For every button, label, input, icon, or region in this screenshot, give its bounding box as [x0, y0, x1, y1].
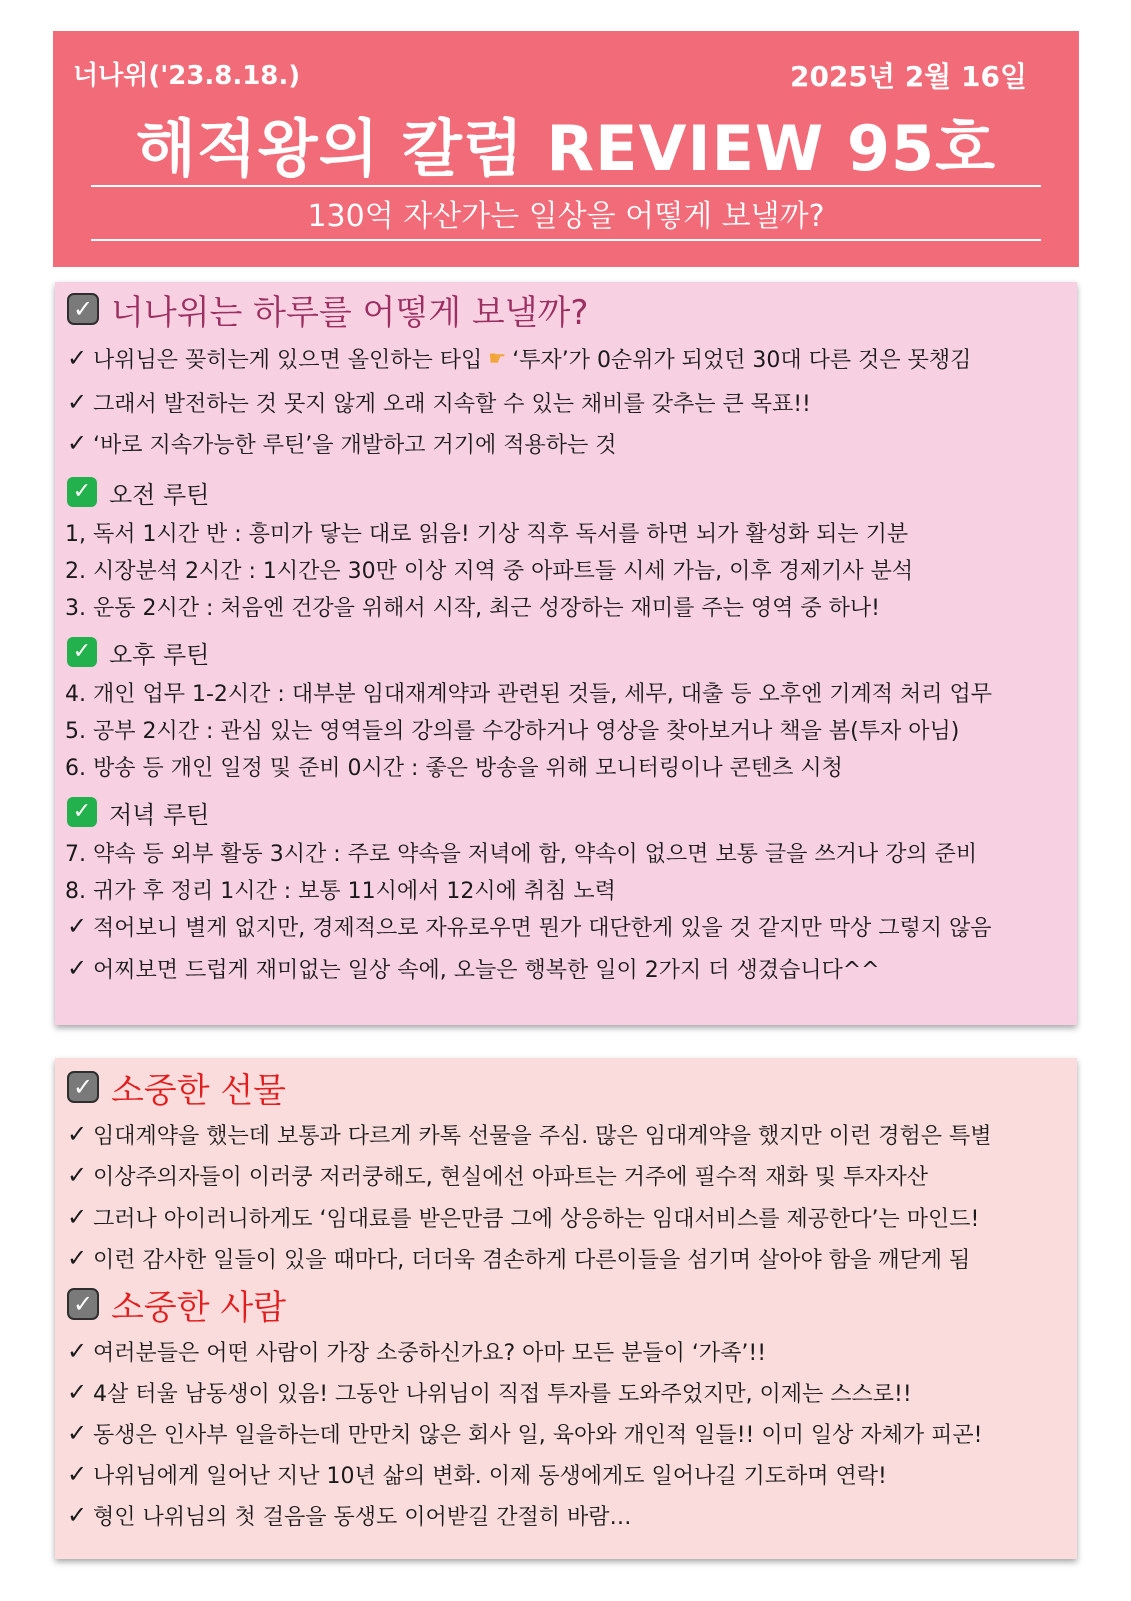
gift-text: 임대계약을 했는데 보통과 다르게 카톡 선물을 주심. 많은 임대계약을 했지만 이런 경험은 특별	[93, 1123, 992, 1149]
checkbox-icon: ✓	[67, 293, 99, 325]
routine-item: 2. 시장분석 2시간 : 1시간은 30만 이상 지역 중 아파트들 시세 가늠, 이후 경제기사 분석	[65, 558, 914, 584]
routine-title: 저녁 루틴	[109, 800, 210, 829]
checkbox-icon: ✓	[67, 1071, 99, 1103]
outro-item	[67, 952, 1071, 984]
gift-item	[67, 1242, 1071, 1274]
intro-item	[67, 427, 1071, 459]
author-label: 너나위('23.8.18.)	[73, 61, 301, 91]
routine-item: 4. 개인 업무 1-2시간 : 대부분 임대재계약과 관련된 것들, 세무, 대출 등 오후엔 기계적 처리 업무	[65, 681, 993, 707]
checkmark-icon: ✓	[67, 1419, 88, 1447]
outro-text: 적어보니 별게 없지만, 경제적으로 자유로우면 뭔가 대단한게 있을 것 같지만 막상 그렇지 않음	[93, 915, 992, 941]
issue-date: 2025년 2월 16일	[789, 60, 1027, 93]
page-title: 해적왕의 칼럼 REVIEW 95호	[135, 112, 997, 185]
checkmark-icon: ✓	[67, 912, 88, 940]
section-heading-text: 소중한 선물	[111, 1070, 287, 1111]
person-item	[67, 1499, 1071, 1531]
title-divider-top	[91, 185, 1041, 187]
gift-item	[67, 1159, 1071, 1191]
routine-item: 3. 운동 2시간 : 처음엔 건강을 위해서 시작, 최근 성장하는 재미를 주는 영역 중 하나!	[65, 595, 880, 621]
evening-routine-heading	[67, 794, 1071, 830]
section-heading-text: 소중한 사람	[111, 1287, 287, 1328]
routine-title: 오후 루틴	[109, 640, 210, 669]
intro-text: ‘바로 지속가능한 루틴’을 개발하고 거기에 적용하는 것	[93, 432, 617, 458]
gift-text: 그러나 아이러니하게도 ‘임대료를 받은만큼 그에 상응하는 임대서비스를 제공한다’는 마인드!	[93, 1206, 980, 1232]
person-text: 4살 터울 남동생이 있음! 그동안 나위님이 직접 투자를 도와주었지만, 이제는 스스로!!	[93, 1381, 912, 1407]
checkmark-icon: ✓	[67, 1460, 88, 1488]
checkmark-icon: ✓	[67, 1378, 88, 1406]
check-mark-button-icon: ✓	[67, 477, 97, 507]
intro-item	[67, 342, 1071, 374]
checkmark-icon: ✓	[67, 1120, 88, 1148]
check-mark-button-icon: ✓	[67, 797, 97, 827]
intro-text: 그래서 발전하는 것 못지 않게 오래 지속할 수 있는 채비를 갖추는 큰 목표!!	[93, 391, 811, 417]
page-subtitle: 130억 자산가는 일상을 어떻게 보낼까?	[307, 199, 825, 234]
section-heading-text: 너나위는 하루를 어떻게 보낼까?	[111, 292, 589, 333]
pointing-hand-icon: ☛	[488, 346, 507, 370]
checkmark-icon: ✓	[67, 954, 88, 982]
outro-text: 어찌보면 드럽게 재미없는 일상 속에, 오늘은 행복한 일이 2가지 더 생겼습니다^^	[93, 957, 880, 983]
person-item	[67, 1458, 1071, 1490]
afternoon-routine-heading	[67, 634, 1071, 670]
intro-item	[67, 386, 1071, 418]
section-heading	[67, 286, 1071, 332]
morning-routine-heading	[67, 474, 1071, 510]
checkmark-icon: ✓	[67, 1337, 88, 1365]
title-divider-bottom	[91, 239, 1041, 241]
daily-routine-card	[55, 282, 1077, 1025]
person-text: 나위님에게 일어난 지난 10년 삶의 변화. 이제 동생에게도 일어나길 기도하며 연락!	[93, 1463, 887, 1489]
precious-things-card	[55, 1058, 1077, 1559]
person-text: 동생은 인사부 일을하는데 만만치 않은 회사 일, 육아와 개인적 일들!! 이미 일상 자체가 피곤!	[93, 1422, 983, 1448]
gift-item	[67, 1118, 1071, 1150]
checkmark-icon: ✓	[67, 1501, 88, 1529]
checkmark-icon: ✓	[67, 1203, 88, 1231]
person-item	[67, 1417, 1071, 1449]
gift-item	[67, 1201, 1071, 1233]
person-item	[67, 1376, 1071, 1408]
intro-text: 나위님은 꽂히는게 있으면 올인하는 타입	[93, 347, 483, 373]
header-banner	[53, 31, 1079, 267]
routine-item: 7. 약속 등 외부 활동 3시간 : 주로 약속을 저녁에 함, 약속이 없으면 보통 글을 쓰거나 강의 준비	[65, 841, 978, 867]
routine-item: 6. 방송 등 개인 일정 및 준비 0시간 : 좋은 방송을 위해 모니터링이나 콘텐츠 시청	[65, 755, 843, 781]
routine-item: 8. 귀가 후 정리 1시간 : 보통 11시에서 12시에 취침 노력	[65, 878, 616, 904]
checkmark-icon: ✓	[67, 429, 88, 457]
intro-text: ‘투자’가 0순위가 되었던 30대 다른 것은 못챙김	[512, 347, 972, 373]
routine-item: 1, 독서 1시간 반 : 흥미가 닿는 대로 읽음! 기상 직후 독서를 하면 뇌가 활성화 되는 기분	[65, 521, 909, 547]
check-mark-button-icon: ✓	[67, 637, 97, 667]
checkbox-icon: ✓	[67, 1288, 99, 1320]
gift-text: 이상주의자들이 이러쿵 저러쿵해도, 현실에선 아파트는 거주에 필수적 재화 및 투자자산	[93, 1164, 929, 1190]
person-text: 형인 나위님의 첫 걸음을 동생도 이어받길 간절히 바람…	[93, 1504, 632, 1530]
person-section-heading	[67, 1281, 1071, 1327]
routine-item: 5. 공부 2시간 : 관심 있는 영역들의 강의를 수강하거나 영상을 찾아보거나 책을 봄(투자 아님)	[65, 718, 960, 744]
gift-text: 이런 감사한 일들이 있을 때마다, 더더욱 겸손하게 다른이들을 섬기며 살아야 함을 깨닫게 됨	[93, 1247, 971, 1273]
routine-title: 오전 루틴	[109, 480, 210, 509]
person-item	[67, 1335, 1071, 1367]
outro-item	[67, 910, 1071, 942]
checkmark-icon: ✓	[67, 388, 88, 416]
person-text: 여러분들은 어떤 사람이 가장 소중하신가요? 아마 모든 분들이 ‘가족’!!	[93, 1340, 767, 1366]
checkmark-icon: ✓	[67, 1244, 88, 1272]
checkmark-icon: ✓	[67, 344, 88, 372]
gift-section-heading	[67, 1064, 1071, 1110]
checkmark-icon: ✓	[67, 1161, 88, 1189]
